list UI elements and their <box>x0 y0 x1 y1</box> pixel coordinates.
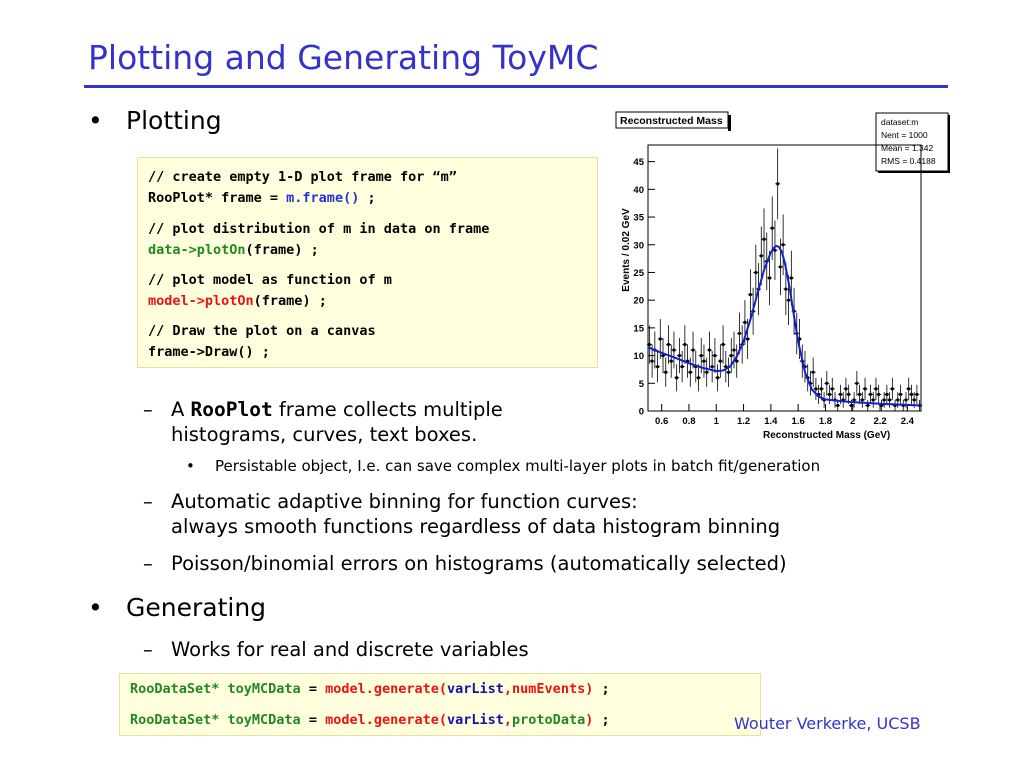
data-point <box>675 376 678 379</box>
data-point <box>776 182 779 185</box>
code-line: data->plotOn(frame) ; <box>148 242 319 258</box>
data-point <box>719 360 722 363</box>
data-point <box>705 371 708 374</box>
code-line: frame->Draw() ; <box>148 344 270 360</box>
data-point <box>836 404 839 407</box>
code-line: // plot distribution of m in data on frame <box>148 221 490 237</box>
data-point <box>855 382 858 385</box>
x-tick-label: 0.6 <box>655 416 669 427</box>
x-tick-label: 0.8 <box>682 416 696 427</box>
y-tick-label: 5 <box>638 378 644 390</box>
y-tick-label: 15 <box>633 323 644 335</box>
stats-nent: Nent = 1000 <box>881 130 928 140</box>
data-point <box>727 371 730 374</box>
data-point <box>760 254 763 257</box>
data-point <box>866 404 869 407</box>
data-point <box>812 371 815 374</box>
fit-curve <box>648 246 921 406</box>
dash-marker: – <box>143 398 153 421</box>
data-point <box>667 343 670 346</box>
data-point <box>915 393 918 396</box>
plot-frame <box>648 145 921 411</box>
title-underline <box>84 85 948 88</box>
data-point <box>691 348 694 351</box>
data-point <box>659 337 662 340</box>
x-tick-label: 1.8 <box>818 416 833 427</box>
data-point <box>913 398 916 401</box>
code-line: // Draw the plot on a canvas <box>148 323 376 339</box>
data-point <box>891 387 894 390</box>
data-point <box>650 360 653 363</box>
y-tick-label: 30 <box>633 240 644 252</box>
data-point <box>678 354 681 357</box>
data-point <box>847 393 850 396</box>
data-point <box>863 387 866 390</box>
code-line: RooDataSet* toyMCData = model.generate(varList,numEvents) ; <box>130 681 610 697</box>
x-tick-label: 1.4 <box>764 416 778 427</box>
data-point <box>831 387 834 390</box>
data-point <box>874 387 877 390</box>
item-persistable-text: Persistable object, I.e. can save complex multi-layer plots in batch fit/generation <box>215 457 821 475</box>
y-tick-label: 10 <box>633 351 644 363</box>
data-point <box>820 387 823 390</box>
data-point <box>853 398 856 401</box>
data-point <box>708 348 711 351</box>
generating-code-box <box>119 673 761 736</box>
x-tick-label: 1 <box>713 416 719 427</box>
data-point <box>743 321 746 324</box>
code-line: RooPlot* frame = m.frame() ; <box>148 190 376 206</box>
code-line: RooDataSet* toyMCData = model.generate(varList,protoData) ; <box>130 712 610 728</box>
data-point <box>702 360 705 363</box>
data-point <box>888 398 891 401</box>
x-axis-label: Reconstructed Mass (GeV) <box>763 430 891 441</box>
data-point <box>910 393 913 396</box>
data-point <box>877 393 880 396</box>
x-tick-label: 2.2 <box>873 416 887 427</box>
data-point <box>648 343 651 346</box>
small-bullet-dot: • <box>186 457 195 475</box>
data-point <box>730 354 733 357</box>
data-point <box>762 238 765 241</box>
slide-title: Plotting and Generating ToyMC <box>88 38 599 77</box>
y-tick-label: 20 <box>633 295 644 307</box>
data-point <box>721 343 724 346</box>
item-adaptive-text: Automatic adaptive binning for function curves: always smooth functions regardless of data histogram binning <box>171 490 781 538</box>
data-point <box>738 332 741 335</box>
data-point <box>700 354 703 357</box>
stats-mean: Mean = 1.342 <box>881 143 934 153</box>
data-point <box>779 265 782 268</box>
y-axis-label: Events / 0.02 GeV <box>621 208 632 292</box>
data-point <box>664 371 667 374</box>
data-point <box>749 293 752 296</box>
data-point <box>904 398 907 401</box>
data-point <box>768 276 771 279</box>
y-tick-label: 25 <box>633 267 644 279</box>
data-point <box>754 271 757 274</box>
data-point <box>872 398 875 401</box>
bullet-dot: • <box>88 106 103 135</box>
y-tick-label: 0 <box>638 406 644 418</box>
item-real-discrete-text: Works for real and discrete variables <box>171 638 529 661</box>
plotting-heading: Plotting <box>126 106 222 135</box>
data-point <box>869 393 872 396</box>
data-point <box>782 243 785 246</box>
data-point <box>839 393 842 396</box>
x-tick-label: 2 <box>850 416 856 427</box>
item-poisson-text: Poisson/binomial errors on histograms (automatically selected) <box>171 552 787 575</box>
data-point <box>885 393 888 396</box>
x-tick-label: 1.6 <box>791 416 805 427</box>
plot-title: Reconstructed Mass <box>620 115 723 127</box>
data-point <box>683 343 686 346</box>
dash-marker: – <box>143 638 153 661</box>
data-point <box>899 393 902 396</box>
data-point <box>814 387 817 390</box>
data-point <box>844 387 847 390</box>
x-tick-label: 1.2 <box>736 416 751 427</box>
footer-author: Wouter Verkerke, UCSB <box>734 714 921 733</box>
data-point <box>656 365 659 368</box>
code-line: model->plotOn(frame) ; <box>148 293 327 309</box>
data-point <box>746 337 749 340</box>
data-point <box>716 376 719 379</box>
data-point <box>711 365 714 368</box>
data-point <box>896 398 899 401</box>
y-tick-label: 45 <box>633 157 644 169</box>
data-point <box>825 382 828 385</box>
data-point <box>883 398 886 401</box>
data-point <box>697 376 700 379</box>
data-point <box>681 365 684 368</box>
plot-title-shadow <box>728 115 731 131</box>
data-point <box>828 393 831 396</box>
data-point <box>787 299 790 302</box>
data-point <box>689 371 692 374</box>
data-point <box>784 287 787 290</box>
generating-heading: Generating <box>126 593 267 622</box>
code-line: // create empty 1-D plot frame for “m” <box>148 169 457 185</box>
dash-marker: – <box>143 490 153 513</box>
data-point <box>732 348 735 351</box>
data-point <box>907 387 910 390</box>
data-point <box>858 393 861 396</box>
item-rooplot-text: A RooPlot frame collects multiple histograms, curves, text boxes. <box>171 398 503 446</box>
data-point <box>670 360 673 363</box>
data-point <box>861 398 864 401</box>
code-line: // plot model as function of m <box>148 272 392 288</box>
data-point <box>790 276 793 279</box>
reconstructed-mass-plot <box>612 108 952 444</box>
stats-rms: RMS = 0.4188 <box>881 156 936 166</box>
plotting-code-box <box>137 157 598 368</box>
data-point <box>672 348 675 351</box>
data-point <box>771 227 774 230</box>
bullet-dot: • <box>88 593 103 622</box>
y-tick-label: 40 <box>633 184 644 196</box>
data-point <box>713 354 716 357</box>
y-tick-label: 35 <box>633 212 644 224</box>
dash-marker: – <box>143 552 153 575</box>
x-tick-label: 2.4 <box>900 416 914 427</box>
stats-dataset: dataset:m <box>881 117 919 127</box>
data-point <box>850 404 853 407</box>
